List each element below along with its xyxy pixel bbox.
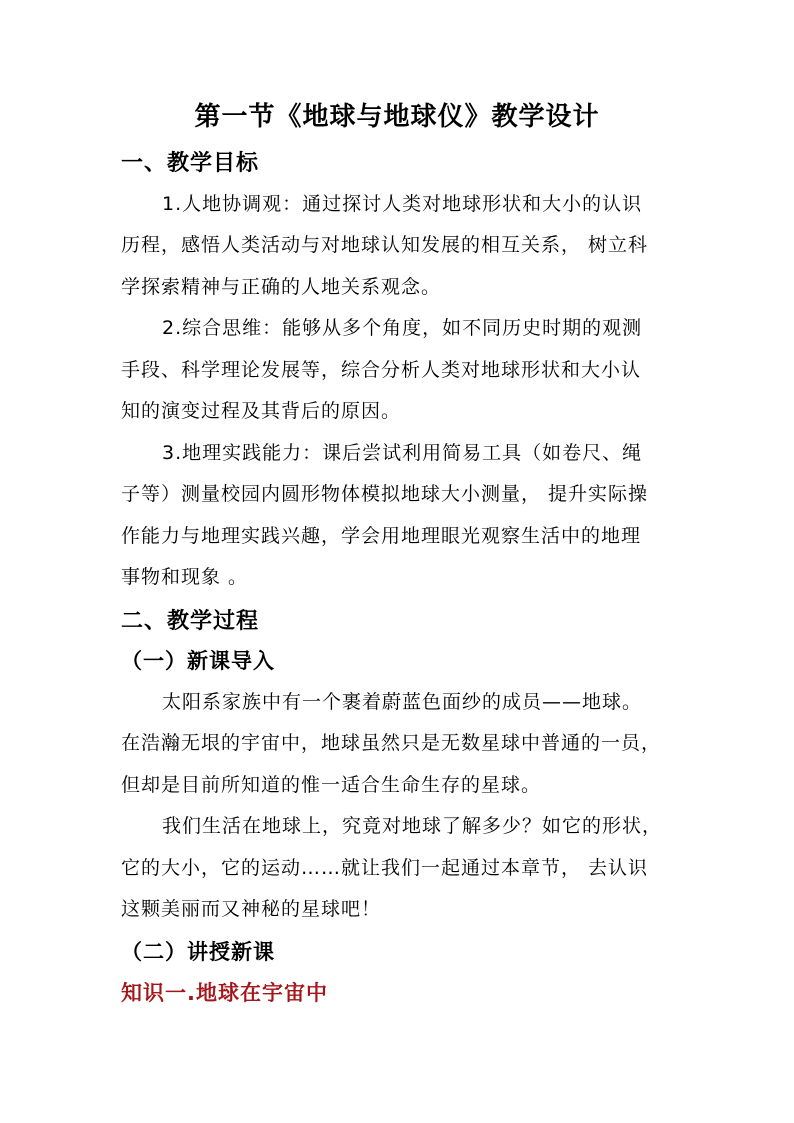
objective-3-line-4: 事物和现象 。 <box>121 566 249 588</box>
objective-1-line-2: 历程，感悟人类活动与对地球认知发展的相互关系， 树立科 <box>121 234 649 256</box>
objective-2-line-1: 2.综合思维：能够从多个角度，如不同历史时期的观测 <box>162 317 643 339</box>
document-title: 第一节《地球与地球仪》教学设计 <box>194 102 600 132</box>
objective-1-line-3: 学探索精神与正确的人地关系观念。 <box>121 276 442 298</box>
section-heading-teaching-process: 二、教学过程 <box>121 609 260 634</box>
intro-para-1-line-1: 太阳系家族中有一个裹着蔚蓝色面纱的成员——地球。 <box>162 691 643 713</box>
intro-para-2-line-3: 这颗美丽而又神秘的星球吧！ <box>121 898 382 920</box>
objective-2-line-2: 手段、科学理论发展等，综合分析人类对地球形状和大小认 <box>121 359 642 381</box>
intro-para-2-line-2: 它的大小，它的运动……就让我们一起通过本章节， 去认识 <box>121 857 649 879</box>
objective-3-line-3: 作能力与地理实践兴趣，学会用地理眼光观察生活中的地理 <box>121 525 642 547</box>
section-heading-teaching-objectives: 一、教学目标 <box>121 151 260 176</box>
subsection-heading-new-lesson: （二）讲授新课 <box>121 940 275 964</box>
subsection-heading-introduction: （一）新课导入 <box>121 649 275 673</box>
objective-2-line-3: 知的演变过程及其背后的原因。 <box>121 400 402 422</box>
intro-para-2-line-1: 我们生活在地球上，究竟对地球了解多少？如它的形状， <box>162 815 663 837</box>
objective-3-line-1: 3.地理实践能力：课后尝试利用简易工具（如卷尺、绳 <box>162 442 643 464</box>
knowledge-point-heading: 知识一.地球在宇宙中 <box>121 981 328 1005</box>
intro-para-1-line-2: 在浩瀚无垠的宇宙中，地球虽然只是无数星球中普通的一员， <box>121 732 662 754</box>
objective-3-line-2: 子等）测量校园内圆形物体模拟地球大小测量， 提升实际操 <box>121 483 649 505</box>
intro-para-1-line-3: 但却是目前所知道的惟一适合生命生存的星球。 <box>121 774 542 796</box>
objective-1-line-1: 1.人地协调观：通过探讨人类对地球形状和大小的认识 <box>162 193 643 215</box>
